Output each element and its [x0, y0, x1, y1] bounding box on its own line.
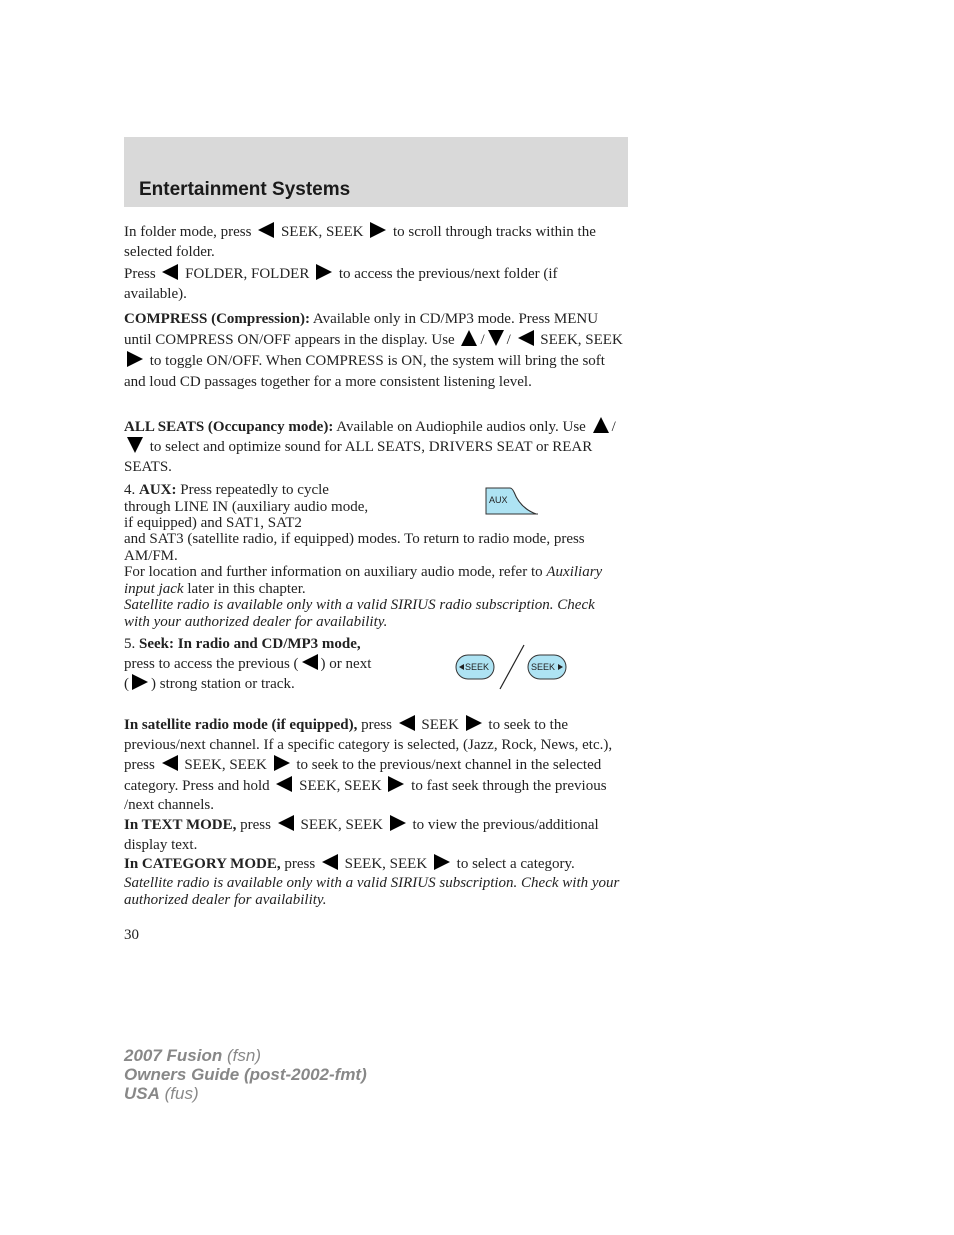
left-arrow-icon	[276, 776, 292, 792]
aux-paragraph: 4. AUX: Press repeatedly to cycle through LINE IN (auxiliary audio mode, if equipped) and SAT1, SAT2	[124, 482, 369, 531]
right-arrow-icon	[316, 264, 332, 280]
all-seats-paragraph: ALL SEATS (Occupancy mode): Available on Audiophile audios only. Use / to select and optimize sound for ALL SEATS, DRIVERS SEAT or REAR SEATS.	[124, 419, 616, 475]
document-footer	[124, 1046, 367, 1103]
aux-location-paragraph: For location and further information on auxiliary audio mode, refer to Auxiliary input jack later in this chapter.	[124, 564, 603, 597]
footer-line-3: USA (fus)	[124, 1084, 199, 1103]
section-title: Entertainment Systems	[139, 179, 351, 200]
right-arrow-icon	[466, 715, 482, 731]
seek-paragraph: 5. Seek: In radio and CD/MP3 mode, press to access the previous ( ) or next ( ) strong station or track.	[124, 636, 372, 692]
seek-right-label: SEEK	[531, 662, 556, 672]
right-arrow-icon	[274, 755, 290, 771]
left-arrow-icon	[162, 755, 178, 771]
aux-note: Satellite radio is available only with a valid SIRIUS radio subscription. Check with your authorized dealer for availability.	[124, 597, 595, 630]
right-arrow-icon	[434, 854, 450, 870]
satellite-note: Satellite radio is available only with a valid SIRIUS subscription. Check with your authorized dealer for availability.	[124, 875, 620, 908]
up-arrow-icon	[461, 330, 477, 346]
divider-slash	[500, 645, 524, 689]
aux-button-icon	[484, 486, 542, 518]
right-arrow-icon	[132, 674, 148, 690]
left-arrow-icon	[322, 854, 338, 870]
aux-button-label: AUX	[489, 495, 508, 505]
folder-nav-paragraph: Press FOLDER, FOLDER to access the previous/next folder (if available).	[124, 266, 558, 302]
up-arrow-icon	[593, 417, 609, 433]
text-mode-paragraph: In TEXT MODE, press SEEK, SEEK to view the previous/additional display text.	[124, 817, 599, 853]
right-arrow-icon	[127, 351, 143, 367]
footer-line-1: 2007 Fusion (fsn)	[124, 1046, 261, 1065]
category-mode-paragraph: In CATEGORY MODE, press SEEK, SEEK to select a category.	[124, 856, 575, 872]
folder-seek-paragraph: In folder mode, press SEEK, SEEK to scroll through tracks within the selected folder.	[124, 224, 596, 260]
left-arrow-icon	[258, 222, 274, 238]
satellite-paragraph: In satellite radio mode (if equipped), press SEEK to seek to the previous/next channel. If a specific category is selected, (Jazz, Rock, News, etc.), press SEEK, SEEK to seek to the previous/next channel in the selected category. Press and hold SEEK, SEEK to fast seek through the previous /next channels.	[124, 717, 613, 813]
aux-paragraph-continued: and SAT3 (satellite radio, if equipped) modes. To return to radio mode, press AM/FM.	[124, 531, 585, 564]
left-arrow-icon	[518, 330, 534, 346]
down-arrow-icon	[127, 437, 143, 453]
left-arrow-icon	[278, 815, 294, 831]
seek-left-label: SEEK	[465, 662, 490, 672]
right-arrow-icon	[390, 815, 406, 831]
seek-buttons-illustration	[454, 642, 570, 692]
right-arrow-icon	[370, 222, 386, 238]
left-arrow-icon	[162, 264, 178, 280]
compress-paragraph: COMPRESS (Compression): Available only in CD/MP3 mode. Press MENU until COMPRESS ON/OFF appears in the display. Use / / SEEK, SEEK to toggle ON/OFF. When COMPRESS is ON, the system will bring the soft and loud CD passages together for a more consistent listening level.	[124, 311, 623, 390]
left-arrow-icon	[302, 654, 318, 670]
right-arrow-icon	[388, 776, 404, 792]
page-number: 30	[124, 927, 139, 943]
down-arrow-icon	[488, 330, 504, 346]
left-arrow-icon	[399, 715, 415, 731]
footer-line-2: Owners Guide (post-2002-fmt)	[124, 1065, 367, 1084]
section-header	[124, 137, 628, 207]
